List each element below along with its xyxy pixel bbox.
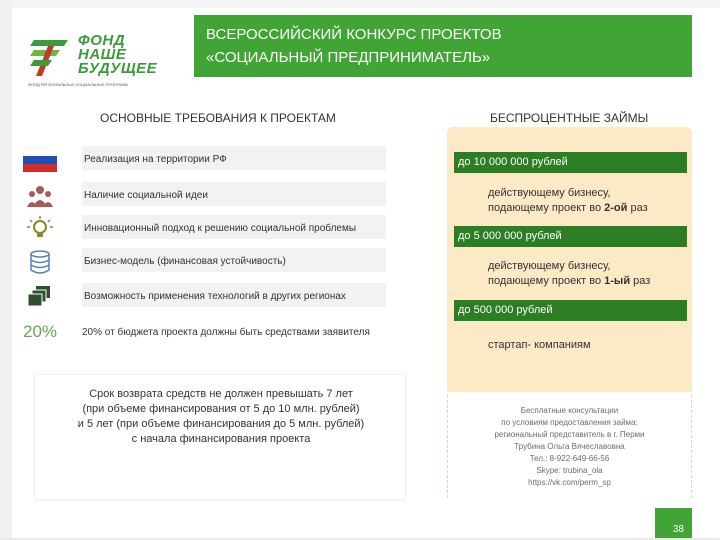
people-icon — [22, 182, 58, 210]
logo-mark-icon — [28, 36, 72, 76]
loan-description-part: подающему проект во — [488, 275, 605, 287]
requirement-text: Возможность применения технологий в других регионах — [84, 291, 346, 302]
loan-amount-bar: до 10 000 000 рублей — [454, 152, 687, 173]
repayment-term-line: и 5 лет (при объеме финансирования до 5 млн. рублей) — [77, 418, 365, 430]
requirement-text: Реализация на территории РФ — [84, 154, 227, 165]
repayment-term-line: с начала финансирования проекта — [131, 433, 311, 445]
loan-round-number: 1-ый — [604, 275, 631, 287]
logo-wordmark — [78, 34, 157, 76]
loan-amount-bar: до 500 000 рублей — [454, 300, 687, 321]
consultation-vk-link[interactable]: https://vk.com/perm_sp — [528, 478, 611, 487]
loan-description-line — [488, 201, 648, 216]
logo-subtitle: ФОНД РЕГИОНАЛЬНЫХ СОЦИАЛЬНЫХ ПРОГРАММ — [28, 82, 128, 87]
requirement-row — [22, 248, 386, 276]
repayment-term-text — [35, 387, 407, 447]
consultation-phone: Тел.: 8-922-649-66-56 — [529, 454, 610, 463]
logo-line-3: БУДУЩЕЕ — [78, 60, 158, 77]
requirement-row — [22, 283, 386, 311]
left-margin-stripe — [0, 0, 12, 540]
consultation-line: региональный представитель в г. Перми — [494, 430, 645, 439]
co-funding-requirement-text: 20% от бюджета проекта должны быть средствами заявителя — [82, 327, 370, 338]
consultation-skype: Skype: trubina_ola — [536, 466, 603, 475]
requirements-title: ОСНОВНЫЕ ТРЕБОВАНИЯ К ПРОЕКТАМ — [100, 111, 336, 125]
header-banner — [194, 15, 692, 77]
requirement-row — [22, 182, 386, 210]
loan-description — [488, 338, 591, 353]
requirement-text: Бизнес-модель (финансовая устойчивость) — [84, 256, 286, 267]
loan-description-part: раз — [630, 275, 651, 287]
consultation-line: Трубина Ольга Вячеславовна — [514, 442, 625, 451]
logo-line-1: ФОНД — [78, 32, 126, 49]
page-number: 38 — [655, 508, 692, 540]
requirement-row — [22, 146, 386, 174]
russian-flag-icon — [22, 146, 58, 174]
loan-round-number: 2-ой — [604, 202, 628, 214]
consultation-line: по условиям предоставления займа: — [501, 418, 638, 427]
loan-description-part: раз — [627, 202, 648, 214]
repayment-term-line: Срок возврата средств не должен превышать 7 лет — [89, 388, 353, 400]
repayment-term-box — [34, 374, 406, 500]
consultation-info — [447, 405, 692, 489]
percent-icon: 20% — [22, 322, 58, 341]
logo-line-2: НАШЕ — [78, 46, 127, 63]
requirement-text: Наличие социальной идеи — [84, 190, 208, 201]
header-title-line-1: ВСЕРОССИЙСКИЙ КОНКУРС ПРОЕКТОВ — [206, 26, 502, 43]
loan-description — [488, 259, 650, 289]
lightbulb-icon — [22, 215, 58, 243]
loan-description — [488, 186, 648, 216]
coins-icon — [22, 248, 58, 276]
loan-description-line: действующему бизнесу, — [488, 260, 611, 272]
loans-title: БЕСПРОЦЕНТНЫЕ ЗАЙМЫ — [490, 111, 649, 125]
loan-description-part: подающему проект во — [488, 202, 605, 214]
requirement-row — [22, 215, 386, 243]
stack-icon — [22, 283, 58, 311]
fund-logo — [28, 32, 168, 92]
repayment-term-line: (при объеме финансирования от 5 до 10 млн. рублей) — [82, 403, 360, 415]
top-border — [0, 0, 720, 8]
loan-description-line: действующему бизнесу, — [488, 187, 611, 199]
loan-amount-bar: до 5 000 000 рублей — [454, 226, 687, 247]
requirement-text: Инновационный подход к решению социальной проблемы — [84, 223, 357, 234]
loan-description-line — [488, 274, 650, 289]
header-title-line-2: «СОЦИАЛЬНЫЙ ПРЕДПРИНИМАТЕЛЬ» — [206, 49, 491, 66]
consultation-line: Бесплатные консультации — [520, 406, 619, 415]
loan-description-line: стартап- компаниям — [488, 339, 591, 351]
